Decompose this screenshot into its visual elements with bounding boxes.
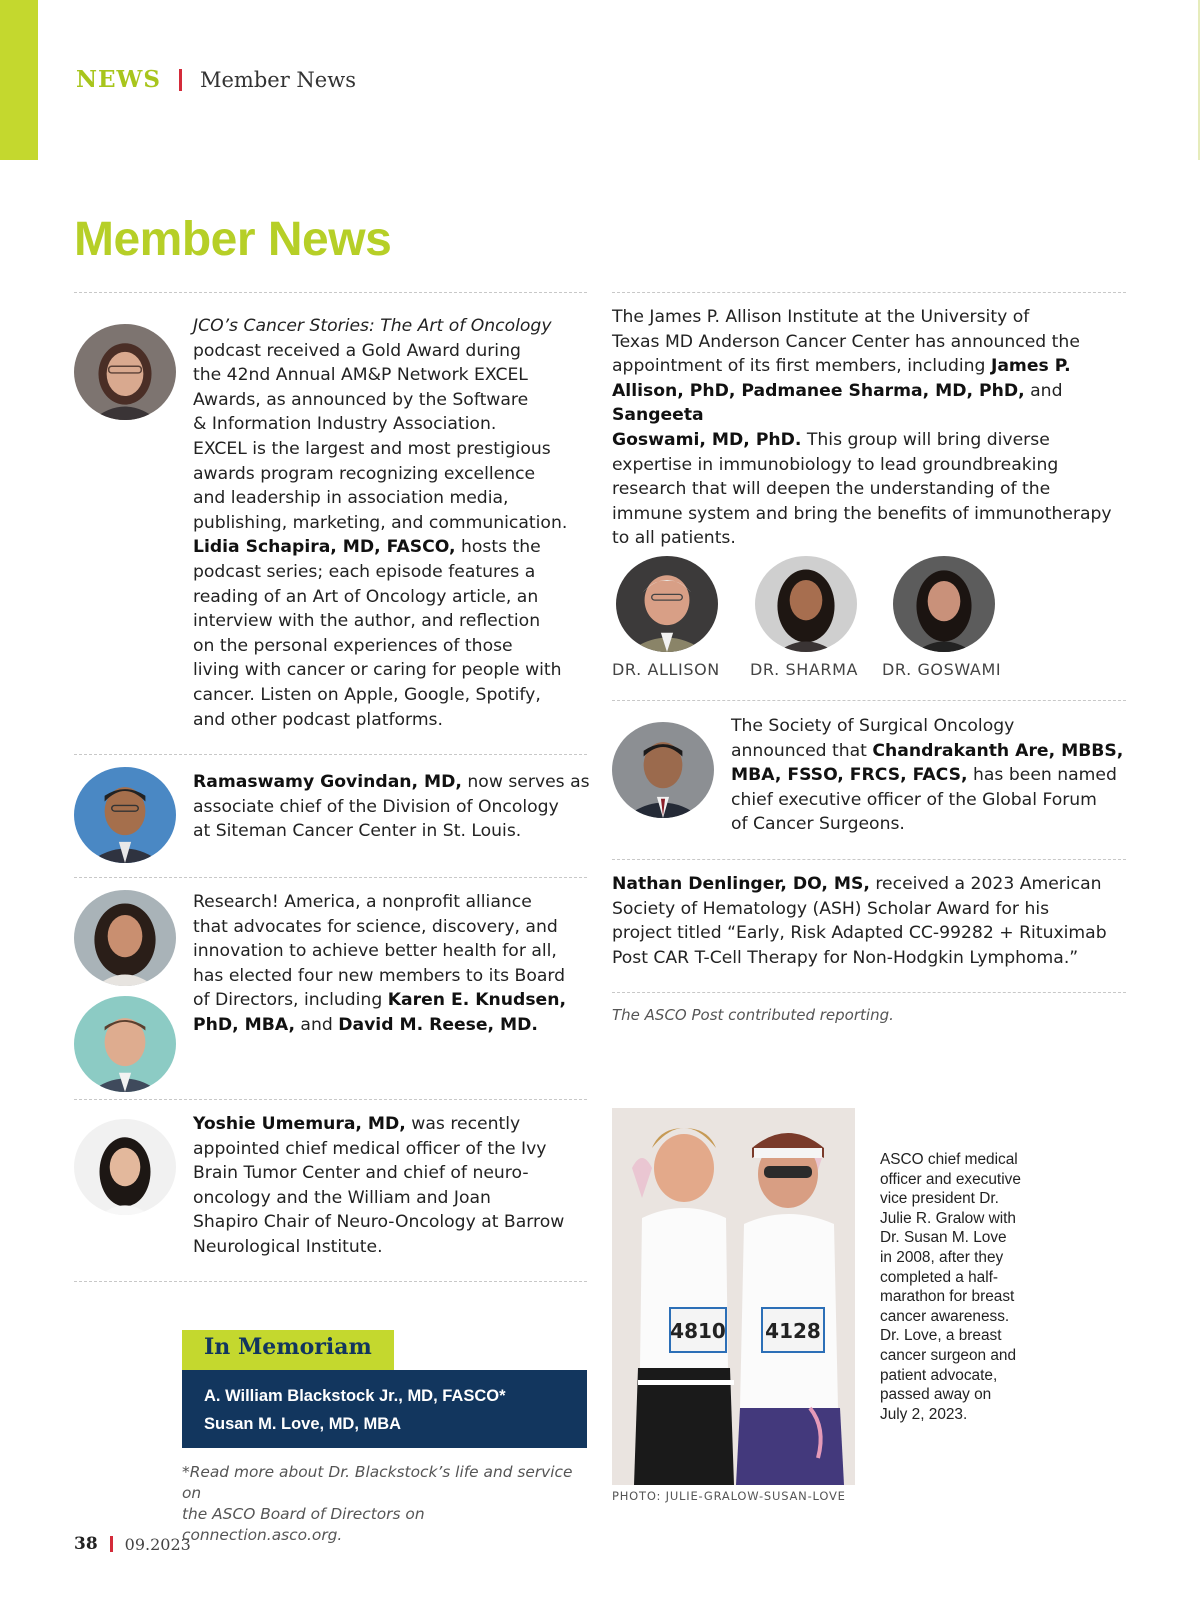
portrait-allison bbox=[616, 556, 718, 652]
photo-caption: ASCO chief medical officer and executive vice president Dr. Julie R. Gralow with Dr. Susan M. Love in 2008, after they completed a half- marathon for breast cancer awareness. Dr. Love, a breast cancer surgeon and patient advocate, passed away on July 2, 2023. bbox=[880, 1151, 1021, 1423]
reporting-credit: The ASCO Post contributed reporting. bbox=[612, 1006, 894, 1024]
divider bbox=[612, 992, 1126, 993]
header-separator bbox=[179, 69, 182, 91]
section-label: NEWS bbox=[76, 66, 161, 93]
umemura-item: Yoshie Umemura, MD, was recently appointed chief medical officer of the Ivy Brain Tumor Center and chief of neuro- oncology and the William and Joan Shapiro Chair of Neuro-Oncology at Barrow Neurological Institute. bbox=[193, 1114, 565, 1257]
divider bbox=[612, 700, 1126, 701]
research-america-item: Research! America, a nonprofit alliance that advocates for science, discovery, and innovation to achieve better health for all, has elected four new members to its Board of Directors, including Karen E. Knudsen, PhD, MBA, and David M. Reese, MD. bbox=[193, 892, 566, 1035]
portrait-goswami bbox=[893, 556, 995, 652]
footer-separator bbox=[110, 1536, 113, 1552]
marathon-photo bbox=[612, 1108, 855, 1485]
divider bbox=[74, 754, 587, 755]
divider bbox=[74, 1099, 587, 1100]
divider bbox=[612, 292, 1126, 293]
jco-podcast-item: JCO’s Cancer Stories: The Art of Oncology podcast received a Gold Award during the 42nd Annual AM&P Network EXCEL Awards, as announced by the Software & Information Industry Association. EXCEL is the largest and most prestigious awards program recognizing excellence and leadership in association media, publishing, marketing, and communication. Lidia Schapira, MD, FASCO, hosts the podcast series; each episode features a reading of an Art of Oncology article, an interview with the author, and reflection on the personal experiences of those living with cancer or caring for people with cancer. Listen on Apple, Google, Spotify, and other podcast platforms. bbox=[193, 316, 568, 730]
divider bbox=[74, 877, 587, 878]
govindan-item: Ramaswamy Govindan, MD, now serves as associate chief of the Division of Oncology at Siteman Cancer Center in St. Louis. bbox=[193, 772, 590, 842]
page-title: Member News bbox=[74, 213, 392, 266]
divider bbox=[74, 292, 587, 293]
memoriam-note: *Read more about Dr. Blackstock’s life and service on the ASCO Board of Directors on connection.asco.org. bbox=[182, 1463, 573, 1544]
sso-item: The Society of Surgical Oncology announced that Chandrakanth Are, MBBS, MBA, FSSO, FRCS, FACS, has been named chief executive officer of the Global Forum of Cancer Surgeons. bbox=[731, 716, 1124, 835]
bib-number-right: 4128 bbox=[765, 1319, 821, 1343]
portrait-umemura bbox=[74, 1119, 176, 1215]
portrait-reese bbox=[74, 996, 176, 1092]
page-footer bbox=[74, 1534, 191, 1554]
issue-date: 09.2023 bbox=[124, 1534, 191, 1554]
memoriam-name: Susan M. Love, MD, MBA bbox=[204, 1415, 402, 1433]
bib-number-left: 4810 bbox=[670, 1319, 726, 1343]
running-header bbox=[76, 66, 356, 93]
memoriam-box bbox=[182, 1370, 587, 1448]
subsection-label: Member News bbox=[200, 67, 356, 92]
memoriam-name: A. William Blackstock Jr., MD, FASCO* bbox=[204, 1387, 506, 1405]
portrait-schapira bbox=[74, 324, 176, 420]
caption-sharma: DR. SHARMA bbox=[750, 660, 859, 679]
denlinger-item: Nathan Denlinger, DO, MS, received a 2023 American Society of Hematology (ASH) Scholar Award for his project titled “Early, Risk Adapted CC-99282 + Rituximab Post CAR T-Cell Therapy for Non-Hodgkin Lymphoma.” bbox=[612, 874, 1107, 968]
portrait-govindan bbox=[74, 767, 176, 863]
caption-allison: DR. ALLISON bbox=[612, 660, 720, 679]
divider bbox=[74, 1281, 587, 1282]
portrait-are bbox=[612, 722, 714, 818]
portrait-sharma bbox=[755, 556, 857, 652]
divider bbox=[612, 859, 1126, 860]
allison-institute-item: The James P. Allison Institute at the University of Texas MD Anderson Cancer Center has announced the appointment of its first members, including James P. Allison, PhD, Padmanee Sharma, MD, PhD, and Sangeeta Goswami, MD, PhD. This group will bring diverse expertise in immunobiology to lead groundbreaking research that will deepen the understanding of the immune system and bring the benefits of immunotherapy to all patients. bbox=[612, 307, 1112, 549]
section-color-tab bbox=[0, 0, 38, 160]
caption-goswami: DR. GOSWAMI bbox=[882, 660, 1002, 679]
page-number: 38 bbox=[74, 1534, 98, 1554]
portrait-knudsen bbox=[74, 890, 176, 986]
photo-credit: PHOTO: JULIE-GRALOW-SUSAN-LOVE bbox=[612, 1489, 846, 1503]
memoriam-header: In Memoriam bbox=[182, 1330, 394, 1370]
